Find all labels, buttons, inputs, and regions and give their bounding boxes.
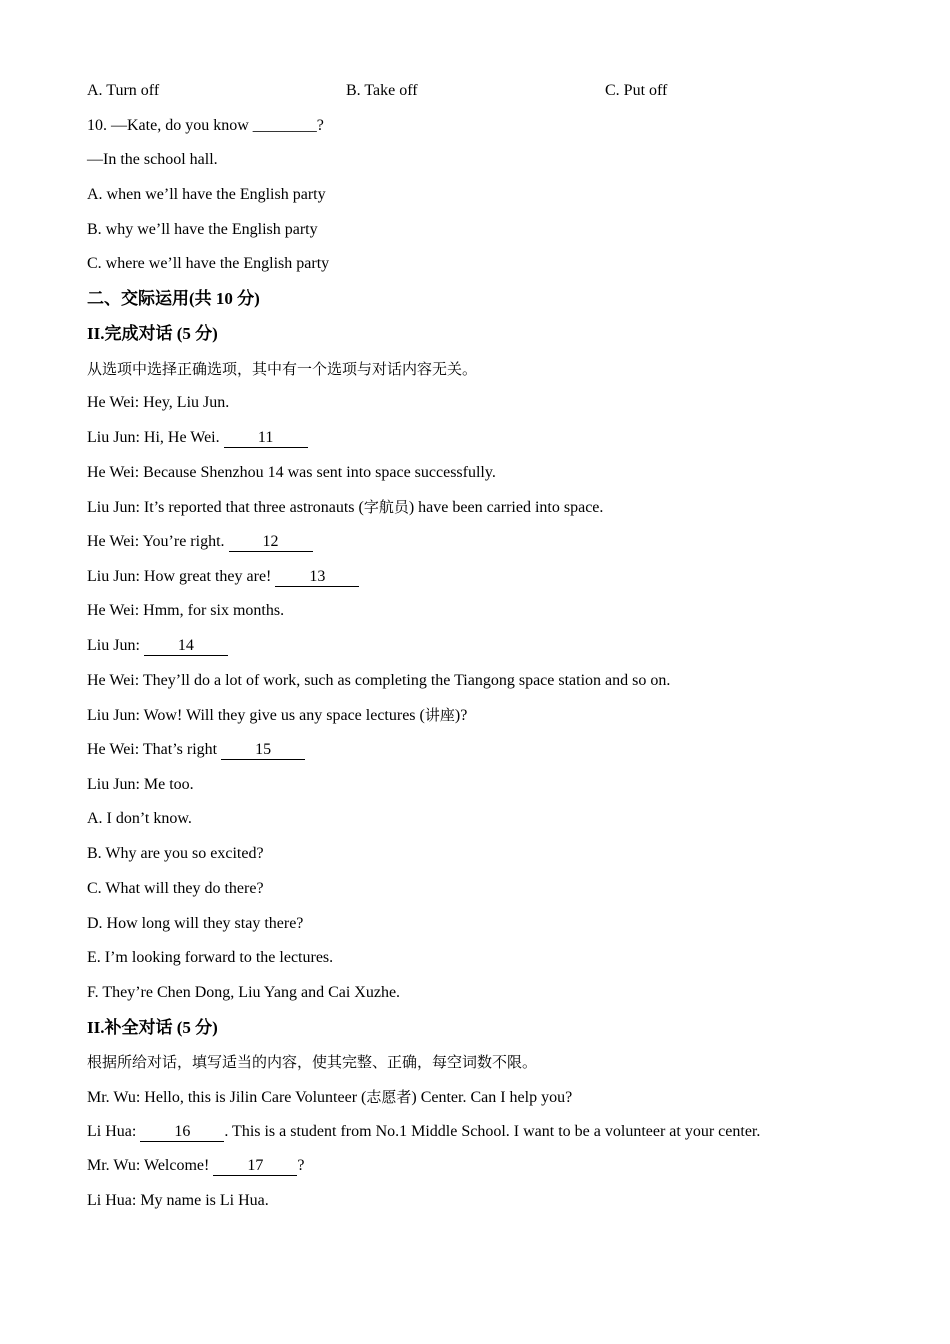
blank-15: 15 <box>221 741 305 760</box>
dialogue-line: He Wei: Because Shenzhou 14 was sent into space successfully. <box>87 463 496 481</box>
q10-option-a: A. when we’ll have the English party <box>87 186 326 204</box>
part-1-instruction: 从选项中选择正确选项，其中有一个选项与对话内容无关。 <box>87 359 478 378</box>
section-2-title: 二、交际运用(共 10 分) <box>87 289 260 309</box>
part-1-option-a: A. I don’t know. <box>87 810 192 828</box>
document-page <box>87 78 887 1223</box>
q10-question: 10. —Kate, do you know ________? <box>87 116 324 134</box>
part-1-title: II.完成对话 (5 分) <box>87 323 218 343</box>
blank-17: 17 <box>213 1157 297 1176</box>
blank-14: 14 <box>144 637 228 656</box>
q9-options <box>87 78 887 113</box>
part-2-instruction: 根据所给对话，填写适当的内容，使其完整、正确，每空词数不限。 <box>87 1053 538 1072</box>
dialogue-line: He Wei: That’s right 15 <box>87 737 887 772</box>
part-2-title: II.补全对话 (5 分) <box>87 1017 218 1037</box>
dialogue-line: Liu Jun: How great they are! 13 <box>87 564 887 599</box>
dialogue-line: Mr. Wu: Welcome! 17 ? <box>87 1157 305 1175</box>
q10-option-b: B. why we’ll have the English party <box>87 220 318 238</box>
blank-13: 13 <box>275 568 359 587</box>
q9-option-b: B. Take off <box>346 82 418 99</box>
part-1-option-d: D. How long will they stay there? <box>87 914 304 932</box>
blank-16: 16 <box>140 1123 224 1142</box>
dialogue-line: He Wei: Hey, Liu Jun. <box>87 394 230 412</box>
dialogue-line: Liu Jun: 14 <box>87 633 887 668</box>
blank-11: 11 <box>224 429 308 448</box>
dialogue-line: He Wei: They’ll do a lot of work, such as completing the Tiangong space station and so on. <box>87 671 671 689</box>
dialogue-line: Liu Jun: Wow! Will they give us any space lectures (讲座)? <box>87 706 468 725</box>
q10-option-c: C. where we’ll have the English party <box>87 255 330 273</box>
dialogue-line: Li Hua: My name is Li Hua. <box>87 1192 269 1209</box>
part-1-option-c: C. What will they do there? <box>87 879 264 897</box>
dialogue-line: He Wei: You’re right. 12 <box>87 529 887 564</box>
q10-answer-line: —In the school hall. <box>87 151 218 169</box>
q9-option-a: A. Turn off <box>87 82 160 99</box>
q9-option-c: C. Put off <box>605 82 668 99</box>
dialogue-line: He Wei: Hmm, for six months. <box>87 602 285 620</box>
dialogue-line: Liu Jun: Me too. <box>87 775 194 793</box>
dialogue-line: Liu Jun: It’s reported that three astronauts (字航员) have been carried into space. <box>87 498 604 517</box>
part-1-option-f: F. They’re Chen Dong, Liu Yang and Cai Xuzhe. <box>87 983 401 1001</box>
part-1-option-b: B. Why are you so excited? <box>87 845 264 863</box>
dialogue-line: Li Hua: 16 . This is a student from No.1 Middle School. I want to be a volunteer at your center. <box>87 1122 761 1140</box>
dialogue-line: Mr. Wu: Hello, this is Jilin Care Volunteer (志愿者) Center. Can I help you? <box>87 1087 573 1106</box>
dialogue-line: Liu Jun: Hi, He Wei. 11 <box>87 425 887 460</box>
part-1-option-e: E. I’m looking forward to the lectures. <box>87 949 334 967</box>
blank-12: 12 <box>229 533 313 552</box>
